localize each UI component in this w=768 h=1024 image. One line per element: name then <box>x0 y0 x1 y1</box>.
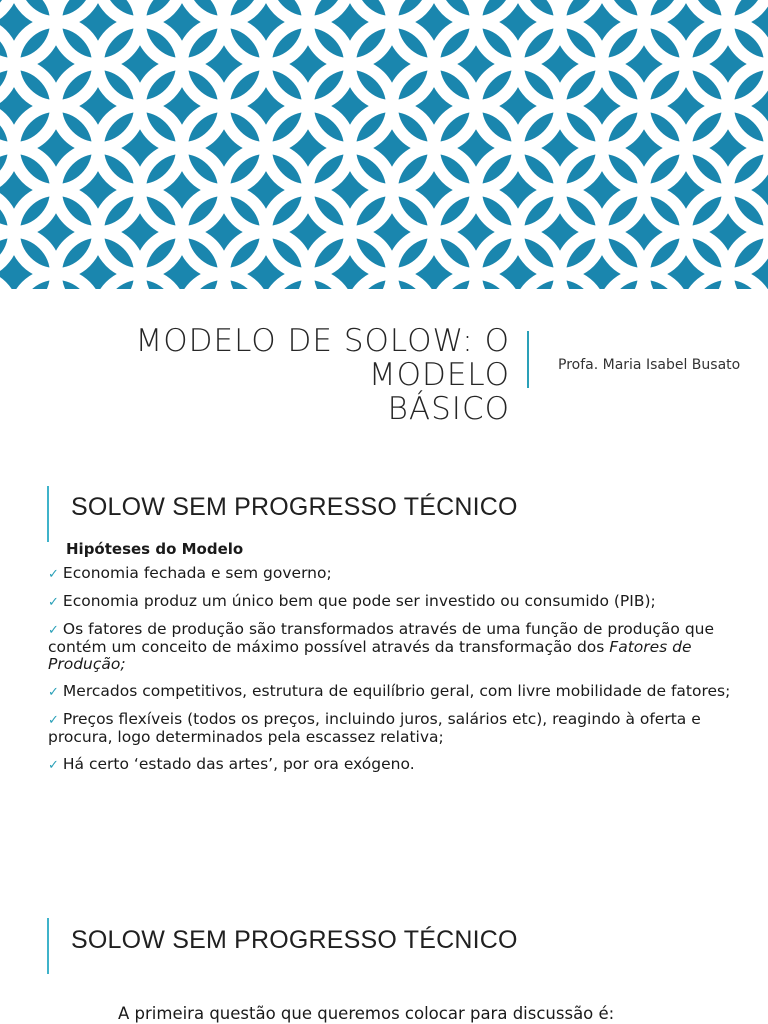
list-item <box>48 565 738 583</box>
slide3-question: A primeira questão que queremos colocar para discussão é: <box>118 1004 615 1023</box>
list-item <box>48 683 738 701</box>
title-line-2: BÁSICO <box>387 391 510 427</box>
bullet-text: Economia produz um único bem que pode ser investido ou consumido (PIB); <box>62 592 656 610</box>
check-icon: ✓ <box>48 758 59 773</box>
title-line-1: MODELO DE SOLOW: O MODELO <box>135 323 510 393</box>
check-icon: ✓ <box>48 595 59 610</box>
slide3-accent-bar <box>47 918 49 974</box>
bullet-text: Os fatores de produção são transformados através de uma função de produção que contém um conceito de máximo possível através da transformação dos <box>48 620 715 656</box>
presentation-title <box>30 324 510 426</box>
check-icon: ✓ <box>48 623 59 638</box>
cover-pattern <box>0 0 768 289</box>
bullet-emphasis: Fatores de Produção; <box>48 638 692 673</box>
bullet-text: Preços flexíveis (todos os preços, incluindo juros, salários etc), reagindo à oferta e procura, logo determinados pela escassez relativa; <box>48 710 701 746</box>
check-icon: ✓ <box>48 685 59 700</box>
slide2-title: SOLOW SEM PROGRESSO TÉCNICO <box>71 493 518 521</box>
title-divider <box>527 331 529 388</box>
list-item <box>48 756 738 774</box>
bullet-text: Mercados competitivos, estrutura de equilíbrio geral, com livre mobilidade de fatores; <box>62 682 731 700</box>
bullet-text: Há certo ‘estado das artes’, por ora exógeno. <box>62 755 415 773</box>
slide3-title: SOLOW SEM PROGRESSO TÉCNICO <box>71 926 518 954</box>
check-icon: ✓ <box>48 567 59 582</box>
slide2-accent-bar <box>47 486 49 542</box>
slide2-subheading: Hipóteses do Modelo <box>66 540 244 558</box>
hypotheses-list <box>48 565 738 784</box>
list-item <box>48 711 738 746</box>
author-name: Profa. Maria Isabel Busato <box>558 357 741 373</box>
bullet-text: Economia fechada e sem governo; <box>62 564 332 582</box>
list-item <box>48 593 738 611</box>
list-item <box>48 621 738 673</box>
check-icon: ✓ <box>48 713 59 728</box>
